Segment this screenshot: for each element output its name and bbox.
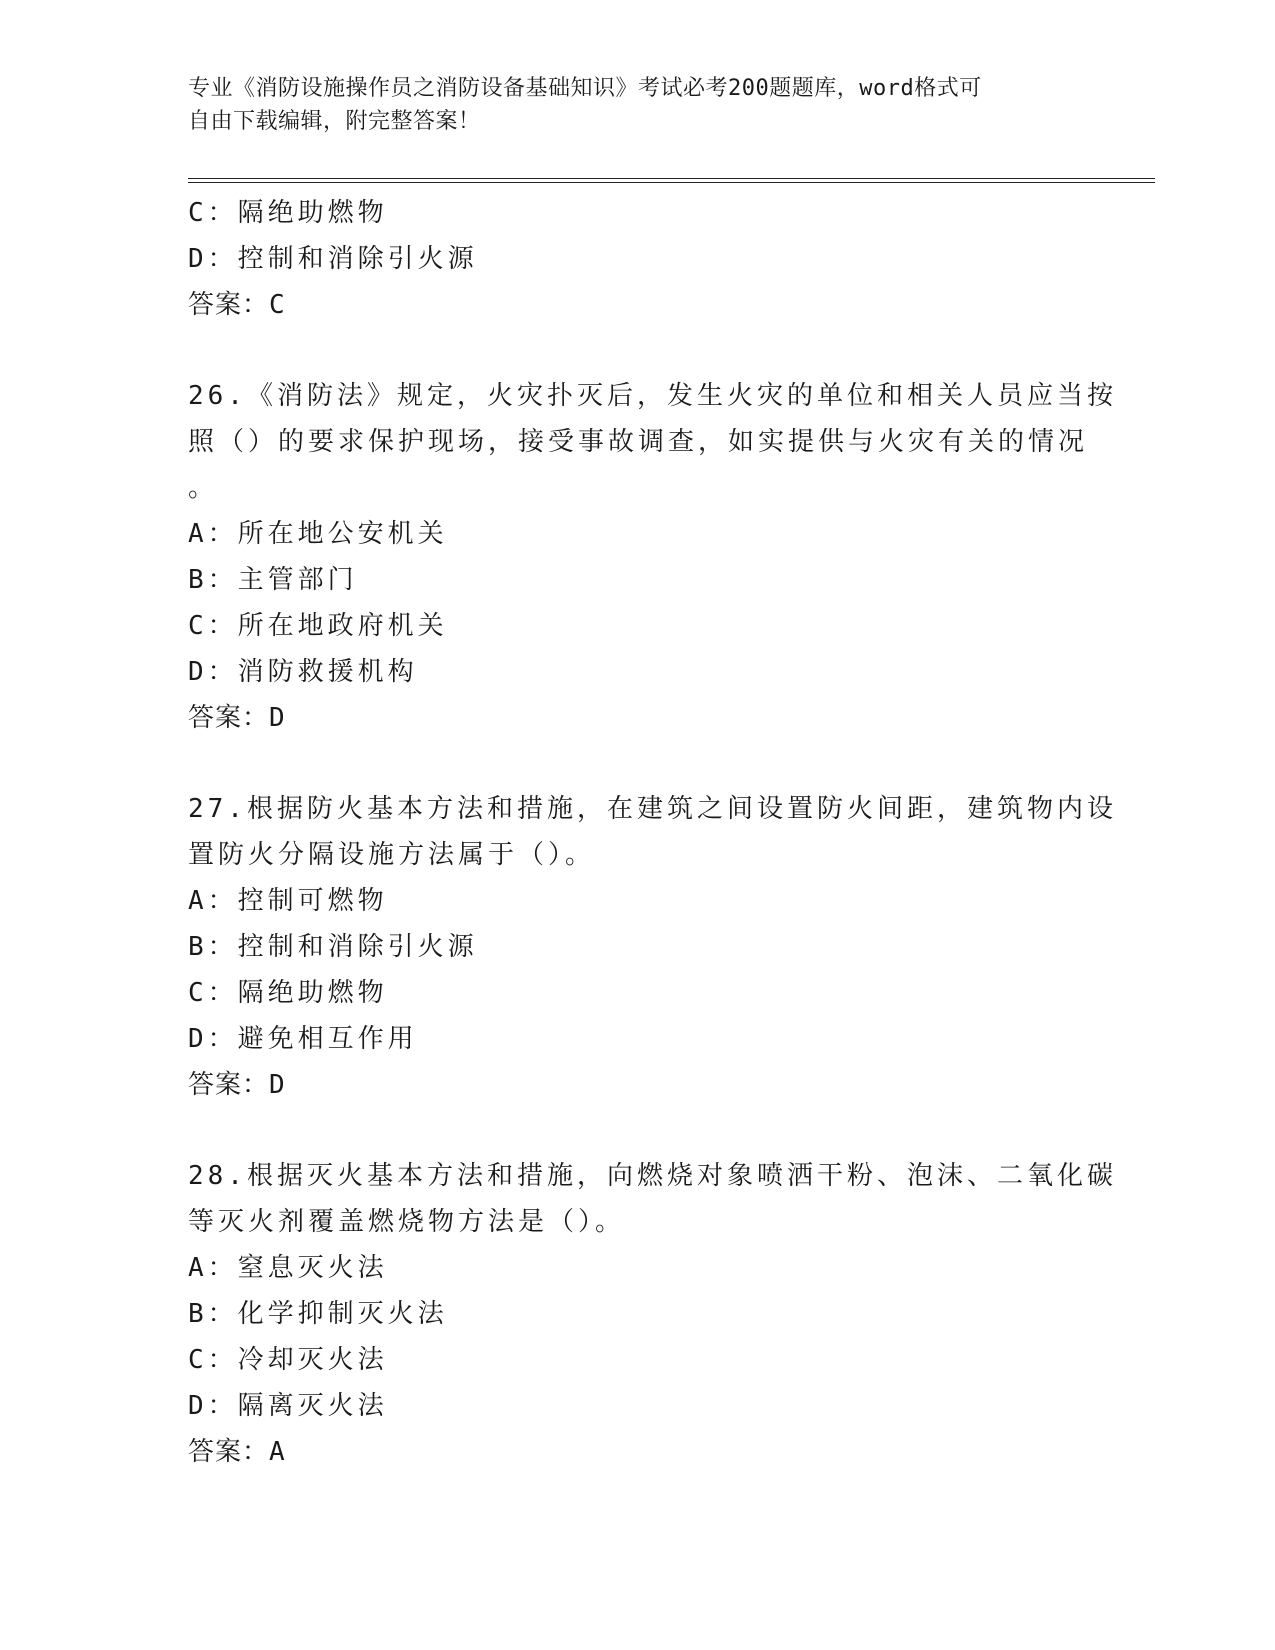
question-text-line: 27.根据防火基本方法和措施，在建筑之间设置防火间距，建筑物内设 bbox=[188, 794, 1117, 824]
option-b: B：化学抑制灭火法 bbox=[188, 1299, 448, 1329]
option-a: A：控制可燃物 bbox=[188, 886, 388, 916]
option-a: A：窒息灭火法 bbox=[188, 1253, 388, 1283]
page-header bbox=[188, 72, 1088, 138]
question-text-line: 等灭火剂覆盖燃烧物方法是（）。 bbox=[188, 1207, 626, 1237]
option-c: C：隔绝助燃物 bbox=[188, 978, 388, 1008]
question-25-tail bbox=[188, 190, 1088, 328]
option-b: B：主管部门 bbox=[188, 565, 358, 595]
question-text-line: 26.《消防法》规定，火灾扑灭后，发生火灾的单位和相关人员应当按 bbox=[188, 381, 1117, 411]
question-text-line: 。 bbox=[188, 473, 219, 503]
answer-line: 答案：A bbox=[188, 1437, 286, 1467]
option-d: D：消防救援机构 bbox=[188, 657, 418, 687]
answer-line: 答案：C bbox=[188, 290, 286, 320]
question-27 bbox=[188, 786, 1117, 1108]
option-c: C：冷却灭火法 bbox=[188, 1345, 388, 1375]
header-title-line-1: 专业《消防设施操作员之消防设备基础知识》考试必考200题题库，word格式可 bbox=[188, 76, 982, 101]
option-d: D：控制和消除引火源 bbox=[188, 244, 478, 274]
answer-line: 答案：D bbox=[188, 703, 286, 733]
question-26 bbox=[188, 373, 1117, 741]
header-divider bbox=[188, 178, 1155, 183]
option-a: A：所在地公安机关 bbox=[188, 519, 448, 549]
question-text-line: 28.根据灭火基本方法和措施，向燃烧对象喷洒干粉、泡沫、二氧化碳 bbox=[188, 1161, 1117, 1191]
option-d: D：避免相互作用 bbox=[188, 1024, 418, 1054]
option-b: B：控制和消除引火源 bbox=[188, 932, 478, 962]
question-content bbox=[188, 190, 1117, 1475]
header-title-line-2: 自由下载编辑，附完整答案！ bbox=[188, 109, 481, 134]
option-c: C：所在地政府机关 bbox=[188, 611, 448, 641]
question-28 bbox=[188, 1153, 1117, 1475]
spacer bbox=[188, 328, 1088, 373]
spacer bbox=[188, 1108, 1088, 1153]
option-d: D：隔离灭火法 bbox=[188, 1391, 388, 1421]
answer-line: 答案：D bbox=[188, 1070, 286, 1100]
spacer bbox=[188, 741, 1088, 786]
question-text-line: 置防火分隔设施方法属于（）。 bbox=[188, 840, 596, 870]
option-c: C：隔绝助燃物 bbox=[188, 198, 388, 228]
question-text-line: 照（）的要求保护现场，接受事故调查，如实提供与火灾有关的情况 bbox=[188, 427, 1089, 457]
